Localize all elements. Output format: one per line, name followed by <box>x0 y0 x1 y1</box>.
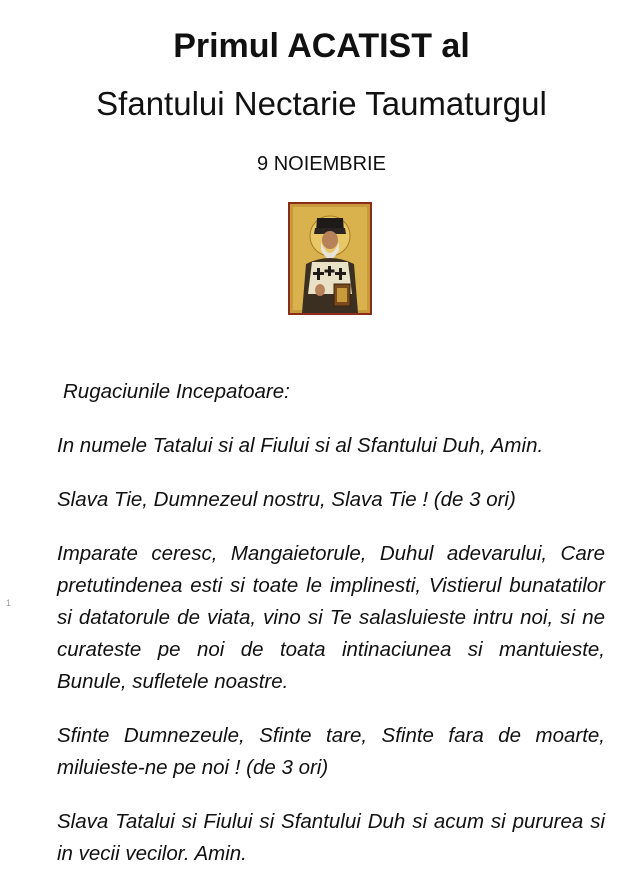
prayer-paragraph: Slava Tatalui si Fiului si Sfantului Duh si acum si pururea si in vecii vecilor. Amin. <box>57 810 605 865</box>
feast-date: 9 NOIEMBRIE <box>257 153 386 175</box>
section-heading: Rugaciunile Incepatoare: <box>63 380 290 403</box>
prayer-paragraph: Slava Tie, Dumnezeul nostru, Slava Tie ! (de 3 ori) <box>57 488 516 511</box>
prayer-paragraph: In numele Tatalui si al Fiului si al Sfantului Duh, Amin. <box>57 434 544 457</box>
saint-icon-image <box>288 202 372 315</box>
page-number: 1 <box>6 598 12 608</box>
document-title: Primul ACATIST al <box>173 27 470 65</box>
document-subtitle: Sfantului Nectarie Taumaturgul <box>96 85 547 122</box>
prayer-paragraph: Sfinte Dumnezeule, Sfinte tare, Sfinte fara de moarte, miluieste-ne pe noi ! (de 3 ori) <box>57 724 605 779</box>
prayer-text <box>57 376 605 892</box>
prayer-paragraph: Imparate ceresc, Mangaietorule, Duhul adevarului, Care pretutindenea esti si toate le implinesti, Vistierul bunatatilor si datatorule de viata, vino si Te salasluieste intru noi, si ne curateste pe noi de toata intinaciunea si mantuieste, Bunule, sufletele noastre. <box>57 542 605 693</box>
